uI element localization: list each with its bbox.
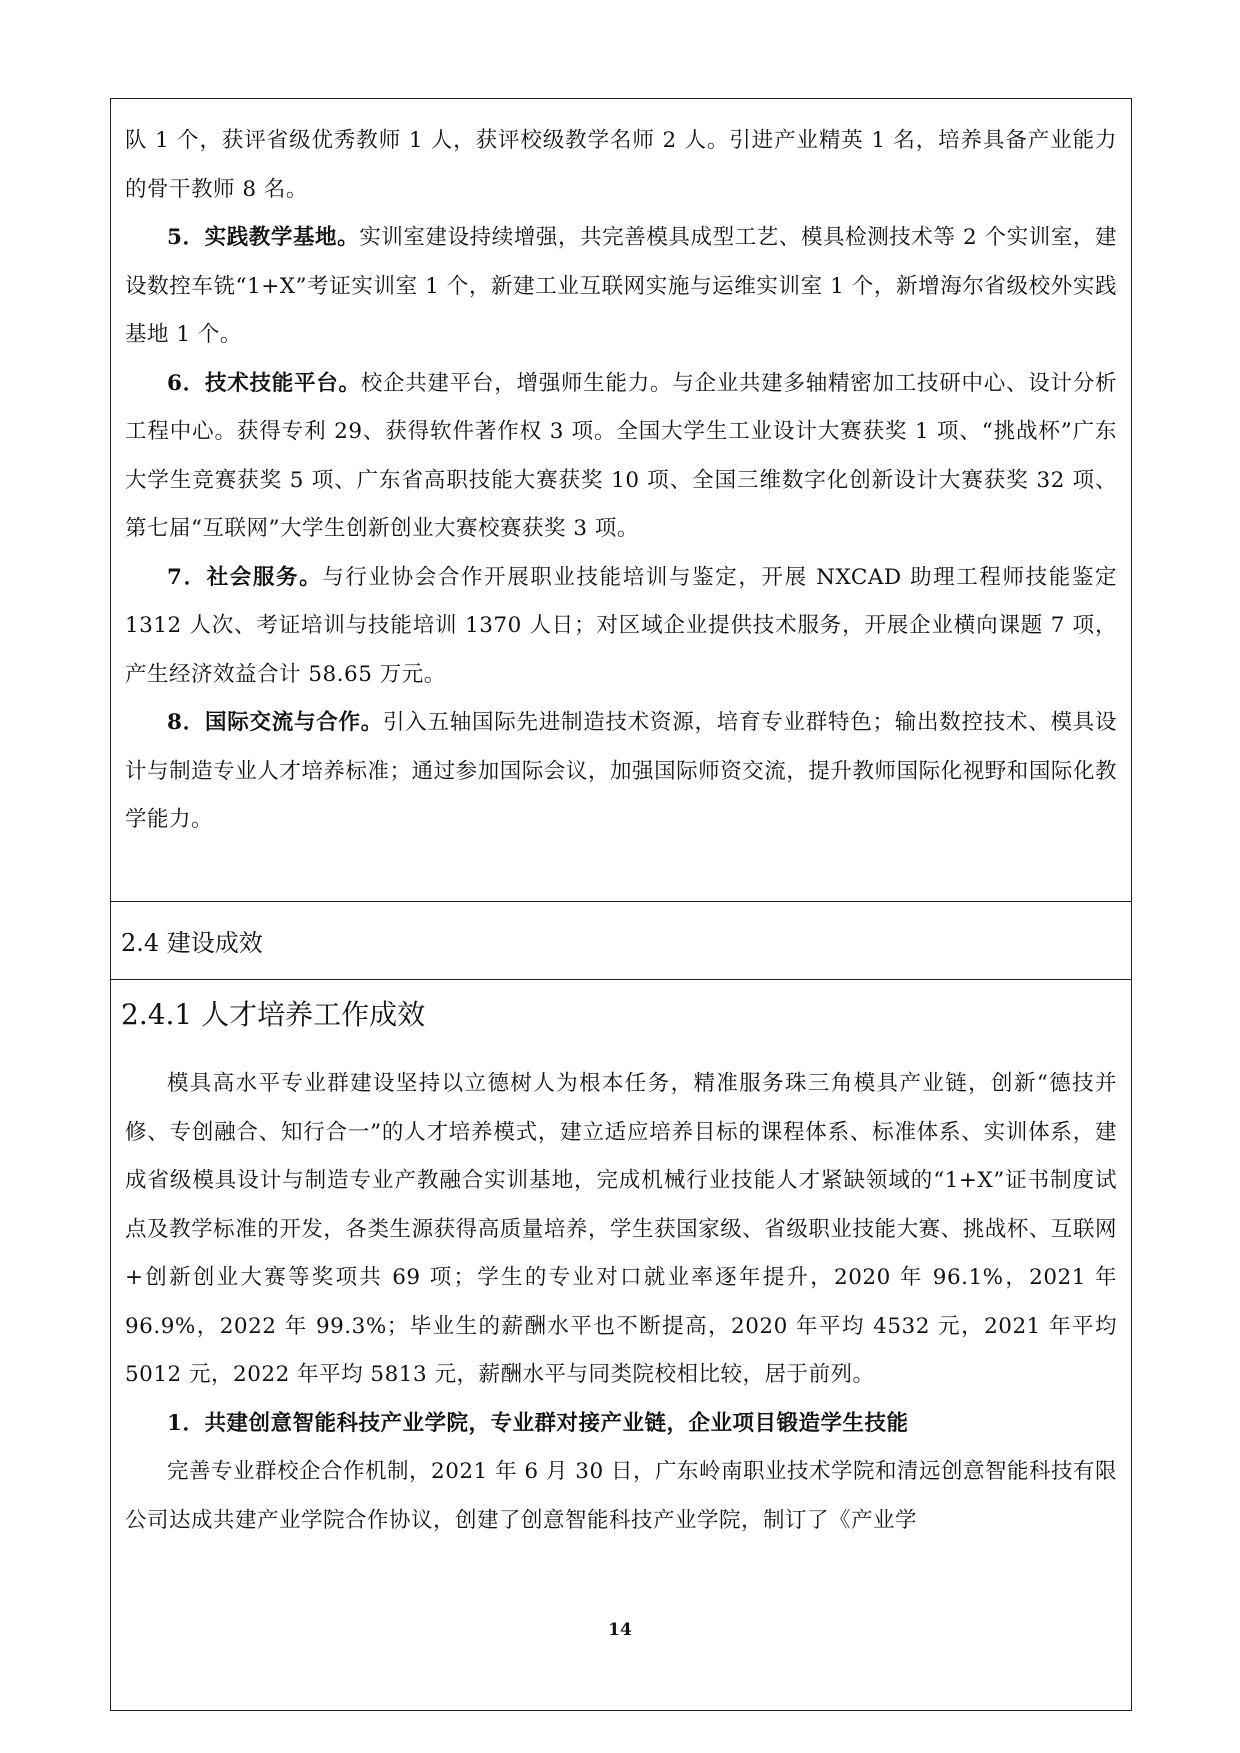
item-5-heading: 5．实践教学基地。 xyxy=(167,225,360,250)
paragraph-industry-college: 完善专业群校企合作机制，2021 年 6 月 30 日，广东岭南职业技术学院和清远创意智能科技有限公司达成共建产业学院合作协议，创建了创意智能科技产业学院，制订了《产业学 xyxy=(125,1459,1117,1533)
item-8-international xyxy=(125,699,1117,845)
item-7-social-service xyxy=(125,554,1117,700)
item-6-tech-platform xyxy=(125,360,1117,554)
page-number: 14 xyxy=(608,1620,632,1640)
item-1-heading-text: 1．共建创意智能科技产业学院，专业群对接产业链，企业项目锻造学生技能 xyxy=(167,1410,909,1436)
item-5-practice-base xyxy=(125,214,1117,360)
section-title-2-4: 2.4 建设成效 xyxy=(121,929,263,957)
subsection-title-2-4-1: 2.4.1 人才培养工作成效 xyxy=(121,998,426,1031)
section-heading-cell xyxy=(111,902,1131,980)
item-8-text: 引入五轴国际先进制造技术资源，培育专业群特色；输出数控技术、模具设计与制造专业人才培养标准；通过参加国际会议，加强国际师资交流，提升教师国际化视野和国际化教学能力。 xyxy=(125,710,1117,832)
item-7-heading: 7．社会服务。 xyxy=(167,564,323,590)
outcomes-text xyxy=(121,1050,1121,1545)
paragraph-teachers: 队 1 个，获评省级优秀教师 1 人，获评校级教学名师 2 人。引进产业精英 1 名，培养具备产业能力的骨干教师 8 名。 xyxy=(125,128,1117,202)
content-cell-measures xyxy=(111,99,1131,902)
item-1-heading xyxy=(125,1400,1117,1449)
item-6-text: 校企共建平台，增强师生能力。与企业共建多轴精密加工技研中心、设计分析工程中心。获得专利 29、获得软件著作权 3 项。全国大学生工业设计大赛获奖 1 项、“挑战杯”广东大学生竞赛获奖 5 项、广东省高职技能大赛获奖 10 项、全国三维数字化创新设计大赛获奖 32 项、第七届“互联网”大学生创新创业大赛校赛获奖 3 项。 xyxy=(125,370,1117,541)
item-6-heading: 6．技术技能平台。 xyxy=(167,370,361,396)
item-8-heading: 8．国际交流与合作。 xyxy=(167,710,383,735)
item-7-text: 与行业协会合作开展职业技能培训与鉴定，开展 NXCAD 助理工程师技能鉴定 1312 人次、考证培训与技能培训 1370 人日；对区域企业提供技术服务，开展企业横向课题 7 项，产生经济效益合计 58.65 万元。 xyxy=(125,564,1117,687)
content-cell-outcomes xyxy=(111,980,1131,1710)
item-5-text: 实训室建设持续增强，共完善模具成型工艺、模具检测技术等 2 个实训室，建设数控车铣“1+X”考证实训室 1 个，新建工业互联网实施与运维实训室 1 个，新增海尔省级校外实践基地 1 个。 xyxy=(125,225,1117,347)
paragraph-outcomes-summary: 模具高水平专业群建设坚持以立德树人为根本任务，精准服务珠三角模具产业链，创新“德技并修、专创融合、知行合一”的人才培养模式，建立适应培养目标的课程体系、标准体系、实训体系，建成省级模具设计与制造专业产教融合实训基地，完成机械行业技能人才紧缺领域的“1+X”证书制度试点及教学标准的开发，各类生源获得高质量培养，学生获国家级、省级职业技能大赛、挑战杯、互联网+创新创业大赛等奖项共 69 项；学生的专业对口就业率逐年提升，2020 年 96.1%，2021 年 96.9%，2022 年 99.3%；毕业生的薪酬水平也不断提高，2020 年平均 4532 元，2021 年平均 5012 元，2022 年平均 5813 元，薪酬水平与同类院校相比较，居于前列。 xyxy=(125,1071,1117,1387)
document-table xyxy=(110,98,1132,1711)
